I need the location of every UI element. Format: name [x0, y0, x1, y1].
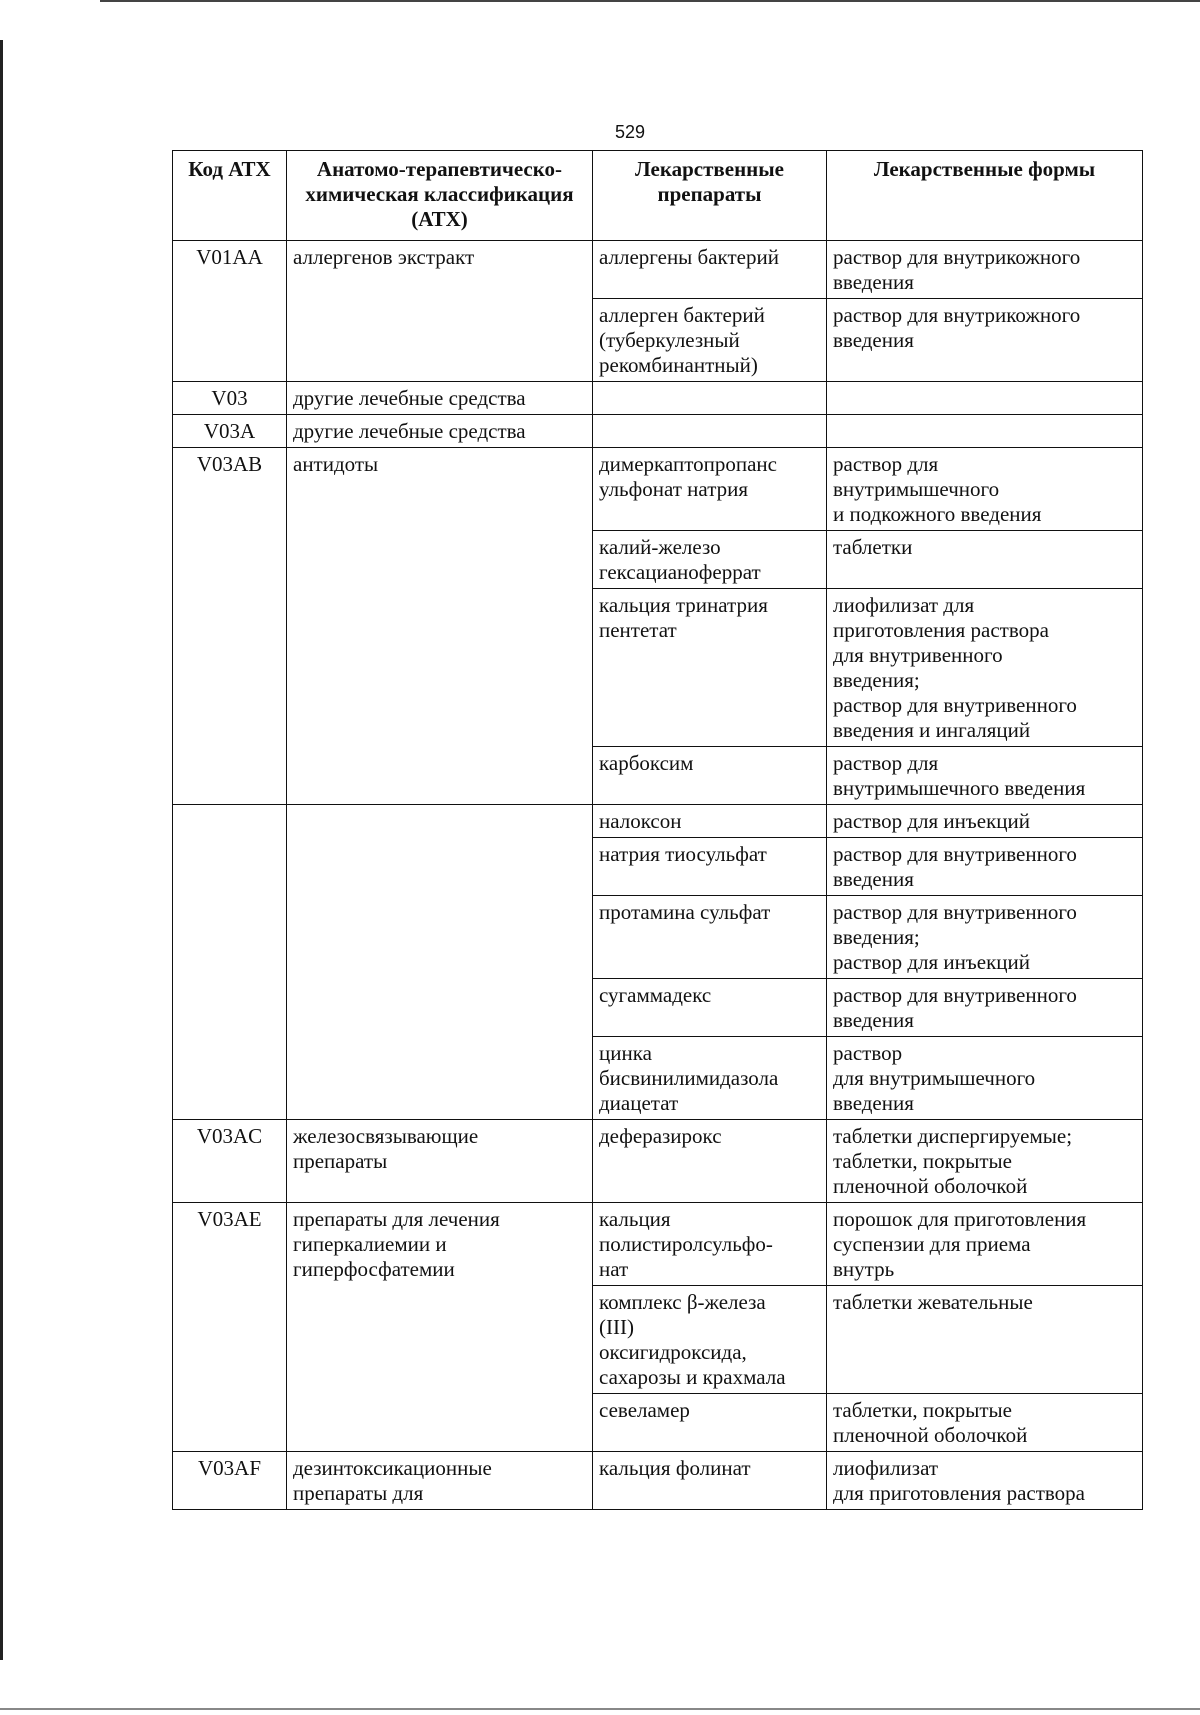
drug-cell	[593, 448, 827, 531]
drug-name: деферазирокс	[599, 1124, 722, 1148]
drug-name: комплекс β-железа (III) оксигидроксида, сахарозы и крахмала	[599, 1290, 786, 1389]
drug-cell	[593, 979, 827, 1037]
drug-cell	[593, 896, 827, 979]
forms-cell	[827, 382, 1143, 415]
atx-code-cell	[173, 805, 287, 1120]
drug-name: сугаммадекс	[599, 983, 712, 1007]
drug-name: налоксон	[599, 809, 682, 833]
forms-cell	[827, 531, 1143, 589]
drug-cell	[593, 589, 827, 747]
forms-cell	[827, 1203, 1143, 1286]
drug-cell	[593, 241, 827, 299]
drug-cell	[593, 1394, 827, 1452]
classification-cell	[287, 382, 593, 415]
classification: антидоты	[293, 452, 379, 476]
atx-code-cell	[173, 448, 287, 805]
forms-cell	[827, 747, 1143, 805]
drug-name: кальция полистиролсульфо- нат	[599, 1207, 773, 1281]
atx-code: V03	[211, 386, 248, 410]
table-row	[173, 382, 1143, 415]
classification-cell	[287, 1452, 593, 1510]
dosage-forms: раствор для внутримышечного и подкожного введения	[833, 452, 1042, 526]
forms-cell	[827, 1452, 1143, 1510]
drug-cell	[593, 1120, 827, 1203]
table-row	[173, 448, 1143, 531]
atx-code: V03AF	[197, 1456, 261, 1480]
drug-name: карбоксим	[599, 751, 694, 775]
drug-cell	[593, 415, 827, 448]
atx-code: V01AA	[196, 245, 263, 269]
dosage-forms: раствор для внутрикожного введения	[833, 245, 1081, 294]
drug-cell	[593, 1203, 827, 1286]
classification-cell	[287, 1203, 593, 1452]
scan-left-edge	[0, 40, 3, 1660]
header-drugs: Лекарственные препараты	[593, 151, 827, 241]
table-row	[173, 805, 1143, 838]
classification-cell	[287, 241, 593, 382]
table-row	[173, 1120, 1143, 1203]
drug-cell	[593, 299, 827, 382]
drug-name: аллерген бактерий (туберкулезный рекомбинантный)	[599, 303, 765, 377]
forms-cell	[827, 415, 1143, 448]
dosage-forms: таблетки жевательные	[833, 1290, 1033, 1314]
forms-cell	[827, 1394, 1143, 1452]
forms-cell	[827, 299, 1143, 382]
forms-cell	[827, 448, 1143, 531]
drug-cell	[593, 1037, 827, 1120]
drug-name: димеркаптопропанс ульфонат натрия	[599, 452, 777, 501]
header-forms: Лекарственные формы	[827, 151, 1143, 241]
classification-cell	[287, 448, 593, 805]
forms-cell	[827, 838, 1143, 896]
forms-cell	[827, 589, 1143, 747]
drug-cell	[593, 1452, 827, 1510]
drug-name: протамина сульфат	[599, 900, 771, 924]
dosage-forms: раствор для внутримышечного введения	[833, 751, 1086, 800]
forms-cell	[827, 241, 1143, 299]
atx-code-cell	[173, 382, 287, 415]
dosage-forms: лиофилизат для приготовления раствора	[833, 1456, 1085, 1505]
table-row	[173, 1452, 1143, 1510]
table-row	[173, 415, 1143, 448]
classification: другие лечебные средства	[293, 386, 526, 410]
drug-name: натрия тиосульфат	[599, 842, 767, 866]
classification: дезинтоксикационные препараты для	[293, 1456, 492, 1505]
atx-code-cell	[173, 1203, 287, 1452]
header-classification: Анатомо-терапевтическо-химическая классификация (АТХ)	[287, 151, 593, 241]
scan-top-edge	[100, 0, 1200, 2]
drug-name: севеламер	[599, 1398, 690, 1422]
header-code: Код АТХ	[173, 151, 287, 241]
atx-table	[172, 150, 1143, 1510]
classification-cell	[287, 415, 593, 448]
classification-cell	[287, 805, 593, 1120]
classification: железосвязывающие препараты	[293, 1124, 479, 1173]
dosage-forms: лиофилизат для приготовления раствора для внутривенного введения; раствор для внутривенного введения и ингаляций	[833, 593, 1077, 742]
scan-bottom-edge	[0, 1708, 1200, 1710]
drug-name: аллергены бактерий	[599, 245, 779, 269]
forms-cell	[827, 1120, 1143, 1203]
atx-code-cell	[173, 415, 287, 448]
drug-name: калий-железо гексацианоферрат	[599, 535, 761, 584]
drug-cell	[593, 838, 827, 896]
table-header-row	[173, 151, 1143, 241]
forms-cell	[827, 1037, 1143, 1120]
atx-code-cell	[173, 1452, 287, 1510]
dosage-forms: таблетки диспергируемые; таблетки, покрытые пленочной оболочкой	[833, 1124, 1073, 1198]
page-number: 529	[614, 122, 646, 142]
drug-name: кальция фолинат	[599, 1456, 751, 1480]
classification: аллергенов экстракт	[293, 245, 475, 269]
dosage-forms: таблетки, покрытые пленочной оболочкой	[833, 1398, 1028, 1447]
dosage-forms: раствор для внутримышечного введения	[833, 1041, 1036, 1115]
drug-cell	[593, 747, 827, 805]
dosage-forms: раствор для внутривенного введения; раствор для инъекций	[833, 900, 1077, 974]
forms-cell	[827, 1286, 1143, 1394]
drug-cell	[593, 531, 827, 589]
atx-code-cell	[173, 241, 287, 382]
forms-cell	[827, 805, 1143, 838]
forms-cell	[827, 979, 1143, 1037]
dosage-forms: таблетки	[833, 535, 913, 559]
forms-cell	[827, 896, 1143, 979]
atx-code: V03AE	[197, 1207, 262, 1231]
atx-code: V03AC	[196, 1124, 263, 1148]
dosage-forms: порошок для приготовления суспензии для приема внутрь	[833, 1207, 1087, 1281]
table-row	[173, 241, 1143, 299]
atx-code: V03A	[203, 419, 256, 443]
dosage-forms: раствор для инъекций	[833, 809, 1030, 833]
dosage-forms: раствор для внутривенного введения	[833, 842, 1077, 891]
drug-cell	[593, 805, 827, 838]
drug-cell	[593, 1286, 827, 1394]
classification-cell	[287, 1120, 593, 1203]
drug-name: кальция тринатрия пентетат	[599, 593, 768, 642]
classification: другие лечебные средства	[293, 419, 526, 443]
drug-name: цинка бисвинилимидазола диацетат	[599, 1041, 779, 1115]
table-row	[173, 1203, 1143, 1286]
atx-code-cell	[173, 1120, 287, 1203]
classification: препараты для лечения гиперкалиемии и гиперфосфатемии	[293, 1207, 500, 1281]
drug-cell	[593, 382, 827, 415]
dosage-forms: раствор для внутрикожного введения	[833, 303, 1081, 352]
dosage-forms: раствор для внутривенного введения	[833, 983, 1077, 1032]
atx-code: V03AB	[196, 452, 263, 476]
